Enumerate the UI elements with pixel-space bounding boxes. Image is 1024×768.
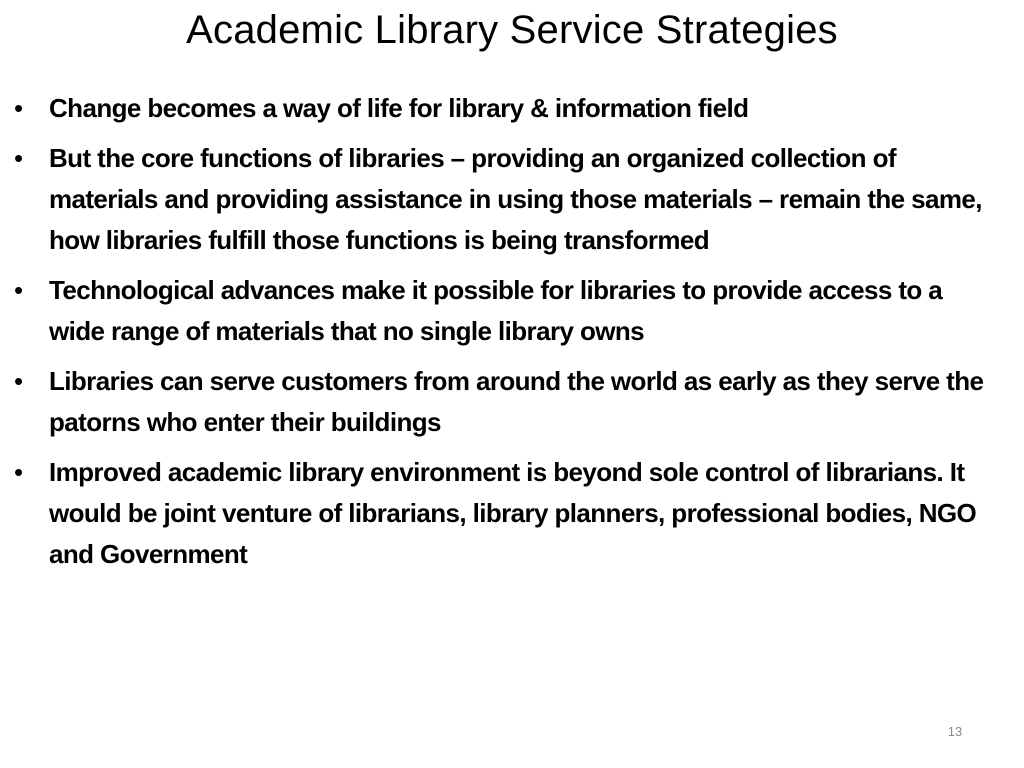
bullet-icon: • bbox=[14, 93, 23, 123]
page-number: 13 bbox=[947, 724, 963, 739]
bullet-text: Improved academic library environment is beyond sole control of librarians. It would be joint venture of librarians, library planners, professional bodies, NGO and Government bbox=[49, 457, 977, 569]
bullet-text: But the core functions of libraries – providing an organized collection of materials and providing assistance in using those materials – remain the same, how libraries fulfill those functions is being transformed bbox=[49, 143, 982, 255]
bullet-text: Libraries can serve customers from around the world as early as they serve the patorns who enter their buildings bbox=[49, 366, 984, 437]
bullet-item bbox=[14, 88, 1004, 129]
bullet-item bbox=[14, 361, 1004, 443]
bullet-icon: • bbox=[14, 366, 23, 396]
bullet-item bbox=[14, 452, 1004, 575]
bullet-icon: • bbox=[14, 457, 23, 487]
slide-title: Academic Library Service Strategies bbox=[186, 8, 838, 52]
bullet-item bbox=[14, 138, 1004, 261]
bullet-icon: • bbox=[14, 275, 23, 305]
bullet-text: Change becomes a way of life for library & information field bbox=[49, 93, 749, 123]
bullet-icon: • bbox=[14, 143, 23, 173]
bullet-list bbox=[14, 88, 1004, 584]
bullet-item bbox=[14, 270, 1004, 352]
bullet-text: Technological advances make it possible for libraries to provide access to a wide range of materials that no single library owns bbox=[49, 275, 943, 346]
